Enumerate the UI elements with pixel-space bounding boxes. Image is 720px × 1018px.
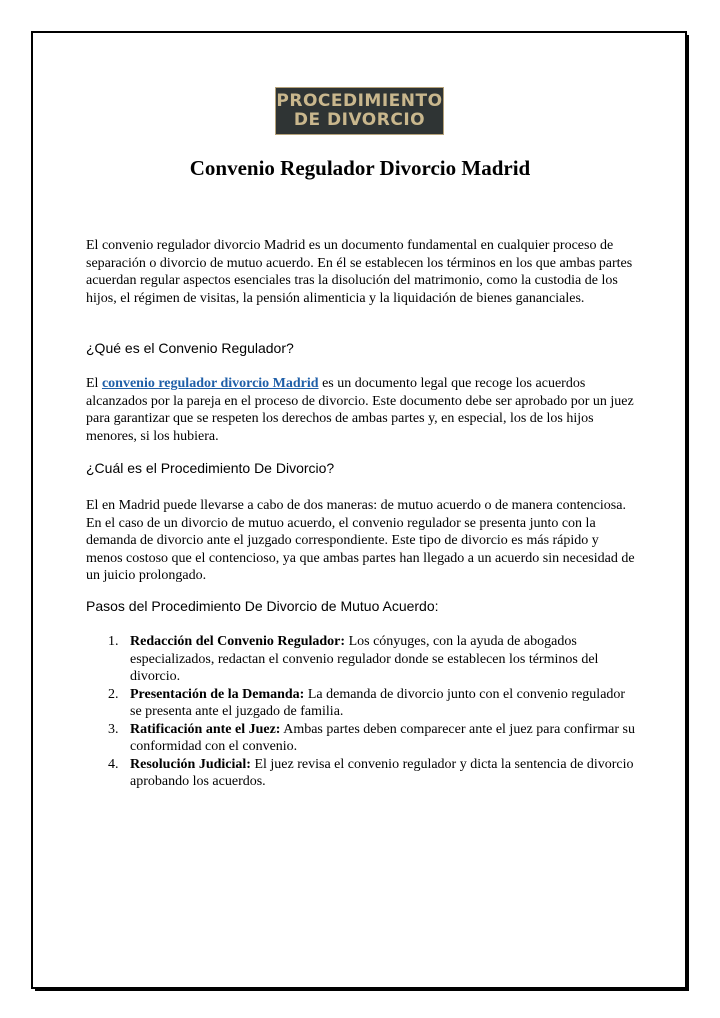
page-title: Convenio Regulador Divorcio Madrid: [189, 156, 531, 180]
logo-line-1: PROCEDIMIENTO: [276, 91, 443, 111]
list-item-text: El juez revisa el convenio regulador y dicta la sentencia de divorcio aprobando los acuerdos.: [130, 756, 634, 789]
list-item: [86, 633, 636, 686]
paragraph-prefix: El: [86, 376, 99, 391]
intro-paragraph: El convenio regulador divorcio Madrid es un documento fundamental en cualquier proceso de separación o divorcio de mutuo acuerdo. En él se establecen los términos en los que ambas partes acuerdan regular aspectos esenciales tras la disolución del matrimonio, como la custodia de los hijos, el régimen de visitas, la pensión alimenticia y la liquidación de bienes gananciales.: [86, 238, 633, 306]
list-item-number: 4.: [108, 756, 119, 772]
section-heading-what-is: ¿Qué es el Convenio Regulador?: [86, 340, 294, 356]
list-item-number: 2.: [108, 686, 119, 702]
list-item-title: Resolución Judicial:: [130, 756, 251, 772]
list-item: [86, 686, 636, 721]
section-paragraph-what-is: [86, 375, 636, 445]
paragraph-suffix: es un documento legal que recoge los acuerdos alcanzados por la pareja en el proceso de divorcio. Este documento debe ser aprobado por un juez para garantizar que se respeten los derechos de ambas partes y, en especial, los de los hijos menores, si los hubiera.: [86, 376, 634, 444]
section-heading-steps: Pasos del Procedimiento De Divorcio de Mutuo Acuerdo:: [86, 598, 439, 614]
list-item-title: Presentación de la Demanda:: [130, 686, 305, 702]
logo-line-2: DE DIVORCIO: [293, 110, 426, 130]
list-item: [86, 756, 636, 791]
list-item-number: 3.: [108, 721, 119, 737]
brand-logo: [275, 87, 444, 135]
convenio-regulador-link[interactable]: convenio regulador divorcio Madrid: [101, 376, 319, 391]
list-item-text: La demanda de divorcio junto con el convenio regulador se presenta ante el juzgado de familia.: [130, 686, 626, 719]
section-heading-procedure: ¿Cuál es el Procedimiento De Divorcio?: [86, 460, 335, 476]
list-item-text: Los cónyuges, con la ayuda de abogados especializados, redactan el convenio regulador donde se establecen los términos del divorcio.: [130, 634, 599, 684]
steps-list: [86, 633, 636, 791]
list-item-number: 1.: [108, 634, 119, 649]
list-item: [86, 721, 636, 756]
section-paragraph-procedure: El en Madrid puede llevarse a cabo de dos maneras: de mutuo acuerdo o de manera contenciosa. En el caso de un divorcio de mutuo acuerdo, el convenio regulador se presenta junto con la demanda de divorcio ante el juzgado correspondiente. Este tipo de divorcio es más rápido y menos costoso que el contencioso, ya que ambas partes han llegado a un acuerdo sin necesidad de un juicio prolongado.: [86, 498, 635, 583]
list-item-text: Ambas partes deben comparecer ante el juez para confirmar su conformidad con el convenio.: [130, 721, 635, 754]
list-item-title: Ratificación ante el Juez:: [130, 721, 281, 737]
list-item-title: Redacción del Convenio Regulador:: [130, 634, 346, 649]
